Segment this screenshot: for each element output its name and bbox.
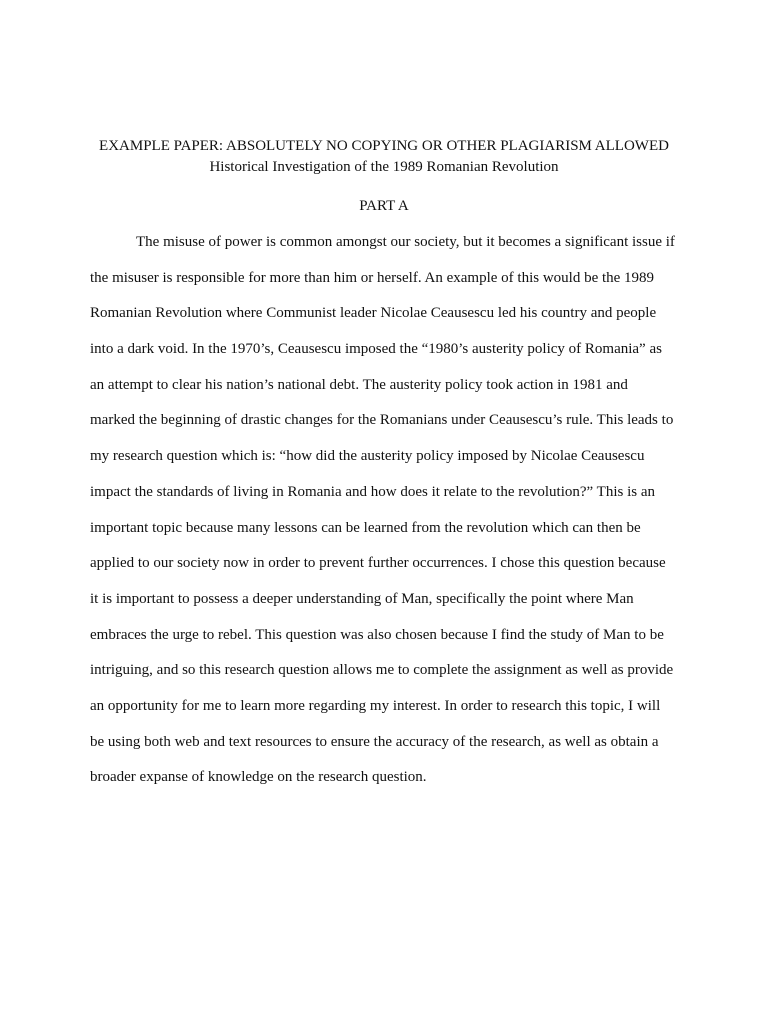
paragraph-line: an opportunity for me to learn more regarding my interest. In order to research this topic, I will [90, 697, 661, 714]
paragraph-line: be using both web and text resources to ensure the accuracy of the research, as well as obtain a [90, 733, 659, 750]
paragraph-line: an attempt to clear his nation’s national debt. The austerity policy took action in 1981 and [90, 376, 628, 393]
paragraph-line: the misuser is responsible for more than him or herself. An example of this would be the 1989 [90, 269, 655, 286]
document-title: EXAMPLE PAPER: ABSOLUTELY NO COPYING OR OTHER PLAGIARISM ALLOWED [99, 138, 669, 154]
paragraph-line: applied to our society now in order to prevent further occurrences. I chose this question because [90, 555, 666, 572]
body-paragraph [90, 232, 690, 803]
paragraph-line: embraces the urge to rebel. This question was also chosen because I find the study of Man to be [90, 626, 664, 643]
paragraph-line: my research question which is: “how did the austerity policy imposed by Nicolae Ceausescu [90, 448, 645, 465]
paragraph-line: important topic because many lessons can be learned from the revolution which can then be [90, 519, 641, 536]
section-heading: PART A [359, 198, 409, 214]
paragraph-line: marked the beginning of drastic changes for the Romanians under Ceausescu’s rule. This leads to [90, 412, 674, 429]
paragraph-line: The misuse of power is common amongst our society, but it becomes a significant issue if [136, 234, 675, 250]
paragraph-line: impact the standards of living in Romania and how does it relate to the revolution?” This is an [90, 483, 656, 500]
document-subtitle: Historical Investigation of the 1989 Romanian Revolution [209, 159, 559, 175]
paragraph-line: into a dark void. In the 1970’s, Ceausescu imposed the “1980’s austerity policy of Romania” as [90, 341, 662, 358]
paragraph-line: Romanian Revolution where Communist leader Nicolae Ceausescu led his country and people [90, 305, 657, 322]
paragraph-line: it is important to possess a deeper understanding of Man, specifically the point where Man [90, 590, 634, 607]
paragraph-line: intriguing, and so this research question allows me to complete the assignment as well as provide [90, 662, 674, 679]
paragraph-line: broader expanse of knowledge on the research question. [90, 769, 427, 786]
